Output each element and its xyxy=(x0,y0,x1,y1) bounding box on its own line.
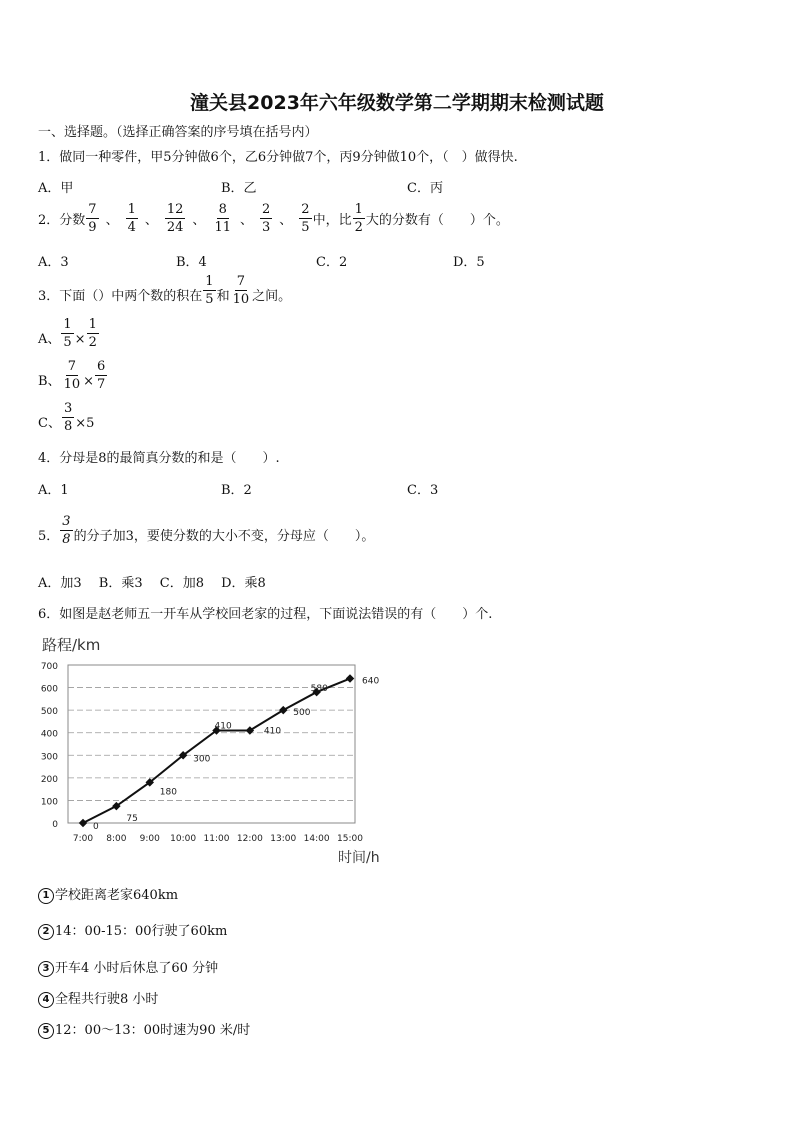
fraction-7-10: $\frac{7}{10}$ xyxy=(232,274,250,307)
fraction-1-2: $\frac{1}{2}$ xyxy=(354,202,363,235)
statement-5: 5 12：00～13：00时速为90 米/时 xyxy=(38,1019,250,1039)
question-1-stem: 1．做同一种零件，甲5分钟做6个，乙6分钟做7个，丙9分钟做10个，（ ）做得快. xyxy=(38,150,518,165)
statement-1: 1 学校距离老家640km xyxy=(38,884,178,904)
x-tick-label: 7:00 xyxy=(72,834,94,844)
data-label: 640 xyxy=(362,676,380,687)
question-5-options: A．加3 B．乘3 C．加8 D．乘8 xyxy=(38,576,266,591)
statement-2: 2 14：00-15：00行驶了60km xyxy=(38,920,227,940)
data-label: 300 xyxy=(193,754,211,765)
data-point xyxy=(346,674,354,682)
x-tick-label: 15:00 xyxy=(337,834,363,844)
question-3-option-b: B、 $\frac{7}{10}$ × $\frac{6}{7}$ xyxy=(38,359,106,392)
data-label: 580 xyxy=(310,684,328,695)
fraction-7-9: $\frac{7}{9}$ xyxy=(88,202,97,235)
question-2-stem: 2．分数 $\frac{7}{9}$ 、 $\frac{1}{4}$ 、 $\frac{12}{24}$ 、 $\frac{8}{11}$ 、 $\frac{2}{3}$ 、 $\frac{2}{5}$ 中，比 $\frac{1}{2}$ 大的分数有（ ）个。 xyxy=(38,202,509,235)
y-tick-label: 700 xyxy=(40,662,58,672)
fraction-3-8: $\frac{3}{8}$ xyxy=(62,514,71,547)
x-tick-label: 12:00 xyxy=(236,834,263,844)
question-5-stem: 5． $\frac{3}{8}$ 的分子加3，要使分数的大小不变，分母应（ ）。 xyxy=(38,514,375,547)
x-tick-label: 9:00 xyxy=(139,834,160,844)
question-3-option-c: C、 $\frac{3}{8}$ ×5 xyxy=(38,401,95,434)
question-2-prefix: 2．分数 xyxy=(38,213,86,228)
y-tick-label: 400 xyxy=(40,729,58,740)
x-tick-label: 11:00 xyxy=(203,834,230,844)
x-tick-label: 8:00 xyxy=(106,834,127,844)
data-label: 0 xyxy=(93,822,99,832)
question-3-stem: 3．下面（）中两个数的积在 $\frac{1}{5}$ 和 $\frac{7}{10}$ 之间。 xyxy=(38,274,292,307)
question-4-option-c: C．3 xyxy=(407,483,439,498)
y-tick-label: 300 xyxy=(40,752,58,763)
question-2-option-c: C．2 xyxy=(316,255,348,270)
question-4-stem: 4．分母是8的最简真分数的和是（ ）. xyxy=(38,451,280,466)
x-tick-label: 14:00 xyxy=(303,834,330,844)
series-line xyxy=(83,679,350,823)
page-title: 潼关县2023年六年级数学第二学期期末检测试题 xyxy=(190,92,604,114)
question-4-option-a: A．1 xyxy=(38,483,69,498)
section-heading: 一、选择题。（选择正确答案的序号填在括号内） xyxy=(38,125,318,140)
x-tick-label: 10:00 xyxy=(170,834,197,844)
fraction-12-24: $\frac{12}{24}$ xyxy=(166,202,184,235)
y-tick-label: 100 xyxy=(40,797,58,808)
y-tick-label: 500 xyxy=(40,707,58,718)
fraction-2-3: $\frac{2}{3}$ xyxy=(262,202,271,235)
question-6-stem: 6．如图是赵老师五一开车从学校回老家的过程，下面说法错误的有（ ）个. xyxy=(38,607,493,622)
fraction-2-5: $\frac{2}{5}$ xyxy=(301,202,310,235)
data-label: 75 xyxy=(126,814,138,825)
question-1-option-b: B．乙 xyxy=(221,181,257,196)
x-tick-label: 13:00 xyxy=(270,834,297,844)
y-axis-label: 路程/km xyxy=(42,636,101,654)
question-2-suffix: 大的分数有（ ）个。 xyxy=(365,213,509,228)
question-2-option-a: A．3 xyxy=(38,255,69,270)
y-tick-label: 0 xyxy=(52,820,58,830)
question-2-option-b: B．4 xyxy=(176,255,207,270)
y-tick-label: 200 xyxy=(40,774,58,785)
fraction-8-11: $\frac{8}{11}$ xyxy=(214,202,231,235)
question-3-option-a: A、 $\frac{1}{5}$ × $\frac{1}{2}$ xyxy=(38,317,97,350)
data-label: 180 xyxy=(159,787,177,798)
question-1-option-a: A．甲 xyxy=(38,181,74,196)
question-1-option-c: C．丙 xyxy=(407,181,443,196)
statement-3: 3 开车4 小时后休息了60 分钟 xyxy=(38,957,218,977)
data-label: 500 xyxy=(293,708,311,719)
question-2-mid: 中，比 xyxy=(312,213,352,228)
data-label: 410 xyxy=(214,721,232,732)
statement-4: 4 全程共行驶8 小时 xyxy=(38,988,158,1008)
question-4-option-b: B．2 xyxy=(221,483,252,498)
x-axis-label: 时间/h xyxy=(338,850,380,866)
data-point xyxy=(79,819,87,827)
data-label: 410 xyxy=(263,726,282,737)
question-2-option-d: D．5 xyxy=(453,255,485,270)
y-tick-label: 600 xyxy=(40,684,58,695)
fraction-1-5: $\frac{1}{5}$ xyxy=(205,274,214,307)
fraction-1-4: $\frac{1}{4}$ xyxy=(127,202,136,235)
distance-time-chart xyxy=(30,630,400,868)
